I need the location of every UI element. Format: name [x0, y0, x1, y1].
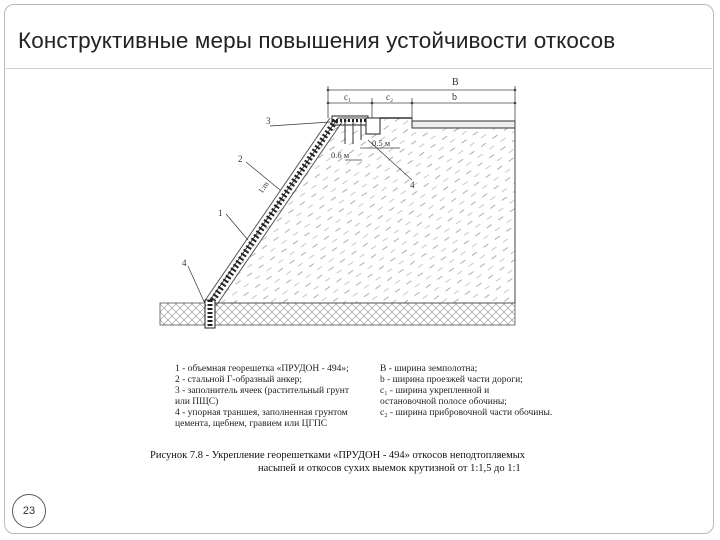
- callout-2: 2: [238, 154, 243, 164]
- dim-06: 0.6 м: [331, 150, 350, 160]
- page-number-badge: 23: [12, 494, 46, 528]
- dim-c1: c₁: [344, 92, 352, 102]
- legend-item: или ПЩС): [175, 397, 219, 407]
- top-trench: [366, 118, 380, 134]
- slide-title: Конструктивные меры повышения устойчивости откосов: [18, 28, 616, 53]
- dim-c2: c₂: [386, 92, 394, 102]
- callout-3: 3: [266, 116, 271, 126]
- title-area: [6, 6, 712, 69]
- legend-right: [380, 364, 580, 419]
- legend-item: b - ширина проезжей части дороги;: [380, 375, 523, 385]
- legend-item: 1 - объемная георешетка «ПРУДОН - 494»;: [175, 364, 349, 374]
- embankment-body: [208, 118, 515, 303]
- figure-caption: [150, 449, 590, 475]
- legend-item: c₂ - ширина прибровочной части обочины.: [380, 408, 553, 418]
- legend-item: остановочной полосе обочины;: [380, 397, 507, 407]
- dim-B: B: [452, 77, 459, 88]
- dim-05: 0.5 м: [372, 138, 391, 148]
- legend-left: [175, 364, 375, 430]
- legend-item: цемента, щебнем, гравием или ЦГПС: [175, 419, 328, 429]
- legend-item: 4 - упорная траншея, заполненная грунтом: [175, 408, 348, 418]
- embankment-figure: [150, 68, 530, 338]
- callout-4-toe: 4: [182, 258, 187, 268]
- legend-item: 2 - стальной Г-образный анкер;: [175, 375, 302, 385]
- callout-4-top: 4: [410, 180, 415, 190]
- caption-line-1: Рисунок 7.8 - Укрепление георешетками «ПРУДОН - 494» откосов неподтопляемых: [150, 450, 526, 461]
- dim-b: b: [452, 92, 457, 103]
- caption-line-2: насыпей и откосов сухих выемок крутизной от 1:1,5 до 1:1: [258, 463, 521, 474]
- legend-item: c₁ - ширина укрепленной и: [380, 386, 490, 396]
- callout-1: 1: [218, 208, 223, 218]
- legend-item: 3 - заполнитель ячеек (растительный грунт: [175, 386, 349, 396]
- dimension-ticks: [327, 89, 517, 105]
- slope-label: 1:m: [256, 179, 271, 196]
- legend-item: B - ширина земполотна;: [380, 364, 478, 374]
- carriageway: [412, 121, 515, 128]
